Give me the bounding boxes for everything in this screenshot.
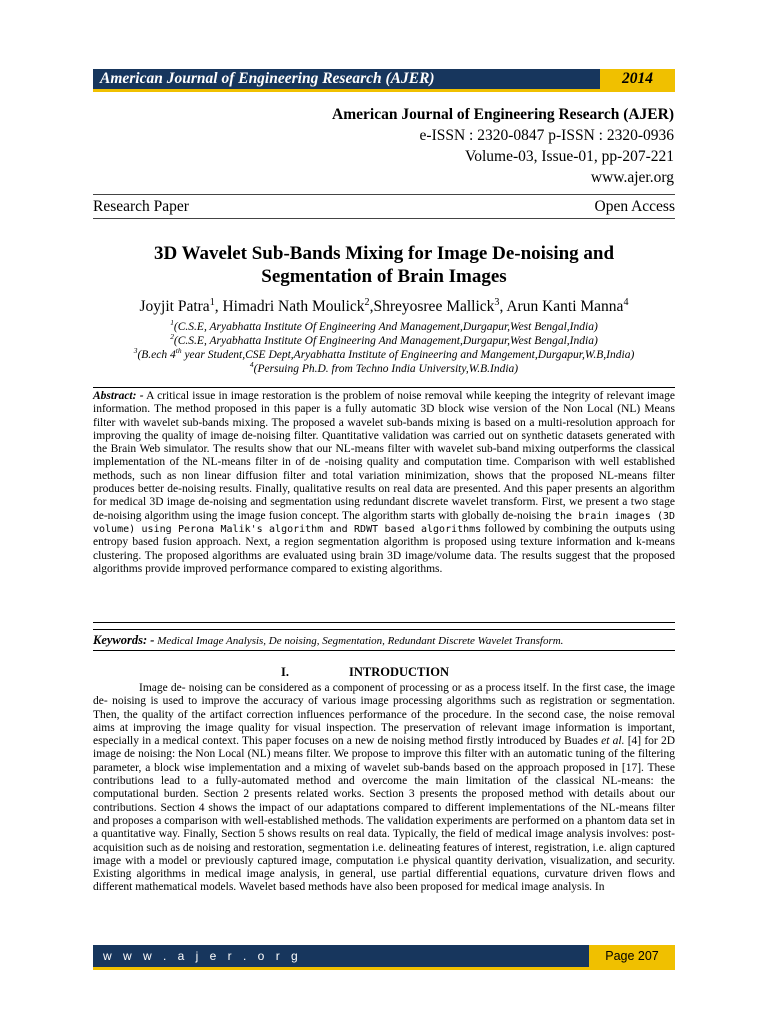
author-sup: 2 [364, 296, 370, 308]
journal-website: www.ajer.org [590, 169, 674, 186]
abstract-text-end: followed by combining the outputs using entropy based fusion approach. Next, a region segmentation algorithm is proposed using texture information and k-means clustering. The proposed algorithms are evaluated using brain 3D image/volume data. The results suggest that the proposed algorithms provide improved performance compared to existing algorithms. [93, 522, 675, 575]
divider-top [93, 194, 675, 195]
affiliation-text: (B.ech 4 [137, 349, 176, 361]
affiliation-sup: 4 [249, 360, 254, 370]
affiliation-sup: 1 [170, 318, 174, 328]
affiliation-ordinal: th [175, 346, 182, 356]
keywords [93, 629, 675, 651]
abstract-text-mono: the brain images (3D volume) using Perona Malik's algorithm and RDWT based algorithms [93, 510, 675, 535]
section-name: INTRODUCTION [349, 665, 450, 679]
abstract-text: A critical issue in image restoration is the problem of noise removal while keeping the integrity of relevant image information. The method proposed in this paper is a fully automatic 3D block wise version of the Non Local (NL) Means filter with wavelet sub-bands mixing. The proposed a wavelet sub-bands mixing is based on a multi-resolution approach for improving the quality of image de-noising filter. Quantitative validation was carried out on synthetic datasets generated with the Brain Web simulator. The results show that our NL-means filter with wavelet sub-band mixing outperforms the classical implementation of the NL-means filter in of de -noising quality and computation time. Comparison with well established methods, such as non linear diffusion filter and total variation minimization, shows that the proposed NL-means filter produces better de-noising results. Finally, qualitative results on real data are presented. And this paper presents an algorithm for medical 3D image de-noising and segmentation using redundant discrete wavelet transform. First, we present a two stage de-noising algorithm using the image fusion concept. The algorithm starts with globally de-noising [93, 390, 675, 522]
author-list: Joyjit Patra$^1$, Himadri Nath Moulick$^2$,Shreyosree Mallick$^3$, Arun Kanti Manna$^4$ [139, 296, 629, 315]
section-number: I. [281, 665, 289, 679]
affiliation-text: (Persuing Ph.D. from Techno India University,W.B.India) [253, 363, 519, 375]
journal-volume: Volume-03, Issue-01, pp-207-221 [465, 148, 674, 165]
author-name: Shreyosree Mallick [373, 298, 495, 315]
affiliation-text: (C.S.E, Aryabhatta Institute Of Engineering And Management,Durgapur,West Bengal,India) [173, 335, 598, 347]
affiliation [93, 320, 675, 334]
footer-url: w w w . a j e r . o r g [103, 949, 302, 963]
affiliation-sup: 3 [133, 346, 138, 356]
author-sup: 1 [209, 296, 215, 308]
affiliation [93, 348, 675, 362]
banner-year: 2014 [600, 69, 675, 89]
affiliation-sup: 2 [170, 332, 174, 342]
journal-info [332, 104, 674, 188]
author-sup: 3 [494, 296, 500, 308]
intro-paragraph: Image de- noising can be considered as a component of processing or as a process itself. In the first case, the image de- noising is used to improve the accuracy of various image processing algorithms such as registration or segmentation. Then, the quality of the artifact correction influences performance of the procedure. In the second case, the noise removal aims at improving the image quality for visual inspection. The preservation of relevant image information is important, especially in a medical context. This paper focuses on a new de noising method firstly introduced by Buades [93, 682, 675, 748]
divider-bottom [93, 218, 675, 219]
keywords-text: Medical Image Analysis, De noising, Segmentation, Redundant Discrete Wavelet Transform. [154, 635, 564, 647]
author-name: Arun Kanti Manna [506, 298, 624, 315]
title-line-1: 3D Wavelet Sub-Bands Mixing for Image De-noising and [153, 243, 615, 264]
journal-name: American Journal of Engineering Research (AJER) [332, 106, 674, 123]
page-number: Page 207 [589, 945, 675, 967]
author-name: Joyjit Patra [139, 298, 210, 315]
intro-etal: et al. [601, 735, 625, 748]
abstract [93, 390, 675, 576]
paper-type-row [93, 197, 675, 217]
keywords-label: Keywords: - [93, 633, 155, 647]
banner-journal-title: American Journal of Engineering Research (AJER) [100, 70, 435, 87]
paper-type: Research Paper [93, 198, 189, 215]
author-name: Himadri Nath Moulick [222, 298, 365, 315]
abstract-label: Abstract: - [93, 390, 144, 402]
paper-title [93, 242, 675, 288]
affiliation-text: (C.S.E, Aryabhatta Institute Of Engineering And Management,Durgapur,West Bengal,India) [173, 321, 598, 333]
title-line-2: Segmentation of Brain Images [261, 266, 507, 287]
access-type: Open Access [594, 198, 675, 215]
affiliation [93, 362, 675, 376]
introduction-body [93, 682, 675, 895]
affiliation-text: year Student,CSE Dept,Aryabhatta Institute of Engineering and Mangement,Durgapur,W.B,India) [181, 349, 635, 361]
author-sup: 4 [623, 296, 629, 308]
intro-paragraph-rest: [4] for 2D image de noising: the Non Local (NL) means filter. We propose to improve this filter with an automatic tuning of the filtering parameter, a block wise implementation and a mixing of wavelet sub-bands based on the approach proposed in [17]. These contributions lead to a fully-automated method and overcome the main limitation of the classical NL-means: the computational burden. Section 2 presents related works. Section 3 presents the proposed method with details about our contributions. Section 4 shows the impact of our adaptations compared to different implementations of the NL-means filter and proposes a comparison with well-established methods. The validation experiments are performed on a phantom data set in a quantitative way. Finally, Section 5 shows results on real data. Typically, the field of medical image analysis involves: post-acquisition such as de noising and restoration, segmentation i.e. delineating features of interest, registration, i.e. align captured image with a model or previously captured image, computation i.e physical quantity derivation, visualization, and security. Existing algorithms in medical image analysis, in general, use partial differential equations, curvature driven flows and different mathematical models. Wavelet based methods have also been proposed for medical image analysis. In [93, 735, 675, 894]
journal-issn: e-ISSN : 2320-0847 p-ISSN : 2320-0936 [419, 127, 674, 144]
